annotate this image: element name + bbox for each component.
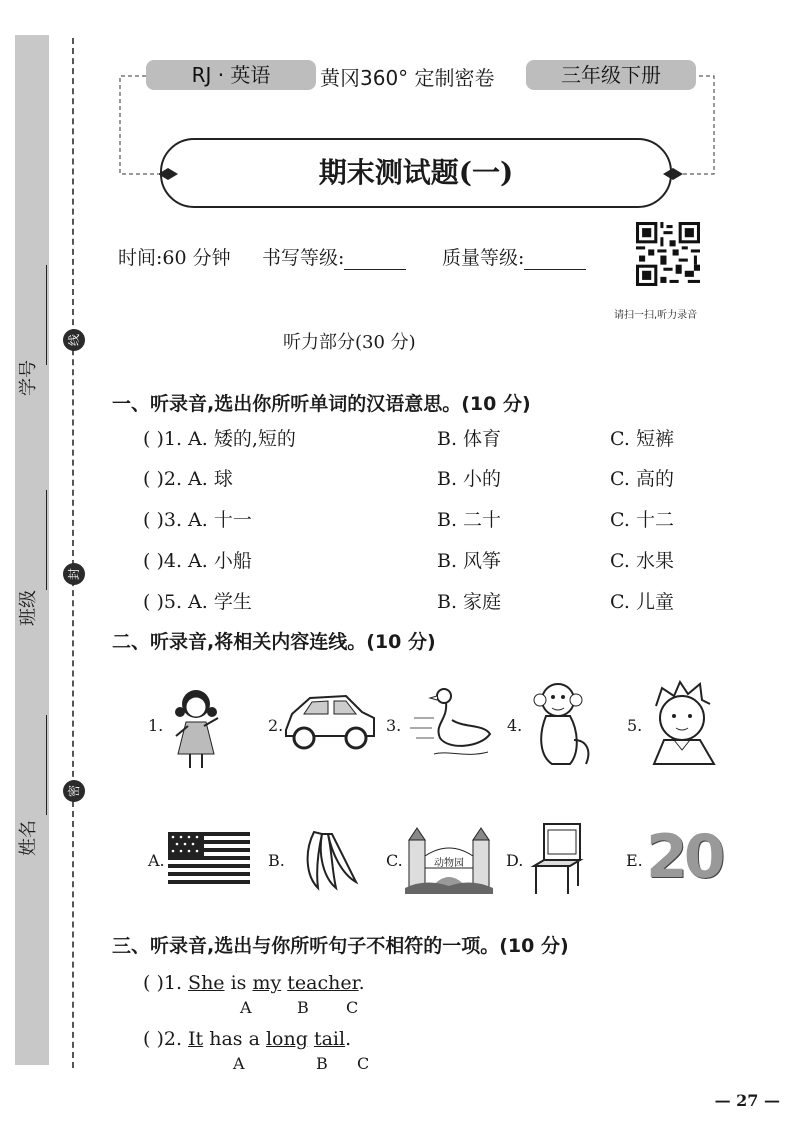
s1-q1-b[interactable]: B. 体育 — [437, 428, 502, 450]
s1-q5-c[interactable]: C. 儿童 — [610, 591, 674, 613]
s3-q2-b: long — [265, 1028, 308, 1050]
s1-q2-c[interactable]: C. 高的 — [610, 468, 674, 490]
bottom-label-A: A. — [148, 851, 165, 870]
s1-q5-b[interactable]: B. 家庭 — [437, 591, 502, 613]
quality-grade-blank[interactable] — [524, 247, 586, 270]
name-label: 姓名 — [18, 820, 39, 856]
seal-line: 线 — [63, 329, 85, 351]
writing-grade-blank[interactable] — [344, 247, 406, 270]
s3-question-1 — [143, 972, 365, 994]
seal-seal: 封 — [63, 563, 85, 585]
s1-row-5 — [143, 587, 703, 615]
s3-q2-label-a: A — [233, 1054, 245, 1073]
s3-q1-is: is — [230, 972, 247, 994]
s3-q1-b: my — [252, 972, 282, 994]
s3-q2-a: It — [188, 1028, 204, 1050]
top-label-4: 4. — [507, 716, 523, 735]
s3-q2-c: tail — [313, 1028, 346, 1050]
s3-question-2 — [143, 1028, 351, 1050]
page-number: — 27 — — [714, 1091, 780, 1110]
writing-grade — [262, 243, 406, 270]
time-limit: 时间:60 分钟 — [118, 247, 231, 269]
s1-q3-a[interactable]: ( )3. A. 十一 — [143, 509, 252, 531]
s1-q1-c[interactable]: C. 短裤 — [610, 428, 674, 450]
name-line[interactable] — [46, 715, 47, 815]
qr-code-icon[interactable] — [636, 222, 700, 286]
s3-q2-prefix[interactable]: ( )2. — [143, 1028, 189, 1050]
s3-q2-mid: has a — [209, 1028, 260, 1050]
s1-q1-a[interactable]: ( )1. A. 矮的,短的 — [143, 428, 296, 450]
section3-title: 三、听录音,选出与你所听句子不相符的一项。(10 分) — [112, 935, 569, 957]
cut-line — [72, 38, 74, 1068]
boy-picture[interactable] — [644, 678, 718, 768]
s1-q3-b[interactable]: B. 二十 — [437, 509, 502, 531]
s3-q1-label-b: B — [297, 998, 309, 1017]
zoo-sign: 动物园 — [434, 858, 464, 869]
s1-row-2 — [143, 464, 703, 492]
bananas-picture[interactable] — [294, 828, 362, 892]
quality-grade-label: 质量等级: — [442, 247, 525, 269]
subject-pill: RJ · 英语 — [146, 60, 316, 90]
s3-q1-end: . — [358, 972, 365, 994]
s3-q2-label-b: B — [316, 1054, 328, 1073]
car-picture[interactable] — [282, 690, 378, 754]
student-id-label: 学号 — [18, 360, 39, 396]
s3-q1-label-a: A — [240, 998, 252, 1017]
binding-margin — [15, 35, 49, 1065]
monkey-picture[interactable] — [526, 680, 596, 772]
bottom-label-C: C. — [386, 851, 403, 870]
s1-q2-a[interactable]: ( )2. A. 球 — [143, 468, 233, 490]
s3-q2-end: . — [345, 1028, 352, 1050]
bottom-label-B: B. — [268, 851, 285, 870]
qr-caption: 请扫一扫,听力录音 — [614, 310, 698, 321]
s1-q5-a[interactable]: ( )5. A. 学生 — [143, 591, 252, 613]
listening-heading: 听力部分(30 分) — [283, 332, 416, 353]
s3-q1-c: teacher — [287, 972, 359, 994]
section2-title: 二、听录音,将相关内容连线。(10 分) — [112, 631, 436, 653]
s3-q2-label-c: C — [357, 1054, 370, 1073]
top-label-1: 1. — [148, 716, 164, 735]
girl-picture[interactable] — [166, 682, 226, 772]
series-title: 黄冈360° 定制密卷 — [320, 66, 495, 90]
duck-picture[interactable] — [404, 684, 496, 764]
number-twenty-picture[interactable]: 20 — [646, 822, 722, 892]
s3-q1-a: She — [188, 972, 225, 994]
chair-picture[interactable] — [530, 822, 586, 896]
s1-q4-c[interactable]: C. 水果 — [610, 550, 674, 572]
seal-secret: 密 — [63, 780, 85, 802]
quality-grade — [442, 243, 586, 270]
bottom-label-E: E. — [626, 851, 643, 870]
exam-title: 期末测试题(一) — [160, 138, 672, 208]
section1-title: 一、听录音,选出你所听单词的汉语意思。(10 分) — [112, 393, 531, 415]
student-id-line[interactable] — [46, 265, 47, 365]
s1-row-1 — [143, 424, 703, 452]
s3-q1-prefix[interactable]: ( )1. — [143, 972, 189, 994]
usa-flag-picture[interactable] — [168, 832, 250, 888]
top-label-3: 3. — [386, 716, 402, 735]
s1-q3-c[interactable]: C. 十二 — [610, 509, 674, 531]
grade-pill: 三年级下册 — [526, 60, 696, 90]
class-line[interactable] — [46, 490, 47, 590]
bottom-label-D: D. — [506, 851, 524, 870]
writing-grade-label: 书写等级: — [262, 247, 345, 269]
s1-q4-a[interactable]: ( )4. A. 小船 — [143, 550, 252, 572]
class-label: 班级 — [18, 590, 39, 626]
s1-row-3 — [143, 505, 703, 533]
s1-q4-b[interactable]: B. 风筝 — [437, 550, 502, 572]
top-label-2: 2. — [268, 716, 284, 735]
s3-q1-label-c: C — [346, 998, 359, 1017]
s1-q2-b[interactable]: B. 小的 — [437, 468, 502, 490]
s1-row-4 — [143, 546, 703, 574]
zoo-picture[interactable] — [405, 826, 493, 894]
top-label-5: 5. — [627, 716, 643, 735]
